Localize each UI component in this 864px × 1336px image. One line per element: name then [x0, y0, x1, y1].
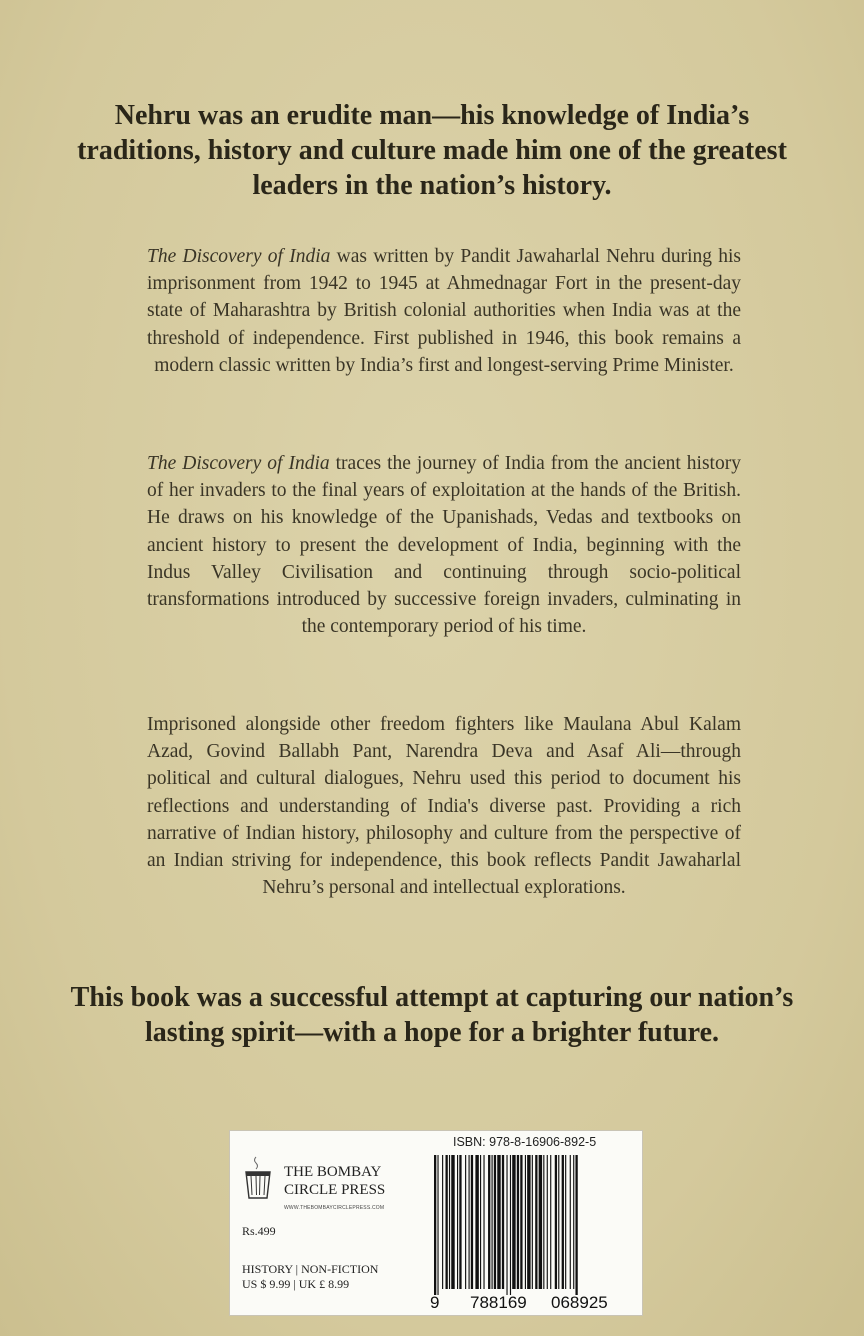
book-title-italic: The Discovery of India	[147, 246, 331, 267]
top-headline: Nehru was an erudite man—his knowledge of India’s traditions, history and culture made him one of the greatest leaders in the nation’s history.	[77, 100, 787, 201]
paragraph-1	[147, 243, 741, 379]
publisher-price-label	[229, 1130, 643, 1316]
barcode-group-2: 068925	[551, 1293, 608, 1312]
book-title-italic: The Discovery of India	[147, 453, 330, 474]
price-international: US $ 9.99 | UK £ 8.99	[242, 1277, 350, 1291]
bottom-headline: This book was a successful attempt at capturing our nation’s lasting spirit—with a hope for a brighter future.	[70, 982, 794, 1048]
barcode-first-digit: 9	[430, 1293, 440, 1312]
price-inr: Rs.499	[242, 1224, 276, 1238]
publisher-logo	[244, 1145, 404, 1215]
isbn-number: ISBN: 978-8-16906-892-5	[453, 1135, 597, 1149]
barcode-icon	[432, 1155, 636, 1295]
publisher-name: THE BOMBAY CIRCLE PRESS	[284, 1164, 386, 1198]
publisher-url: WWW.THEBOMBAYCIRCLEPRESS.COM	[284, 1205, 385, 1211]
paragraph-2	[147, 450, 741, 640]
paragraph-3: Imprisoned alongside other freedom fighters like Maulana Abul Kalam Azad, Govind Ballabh Pant, Narendra Deva and Asaf Ali—through political and cultural dialogues, Nehru used this period to document his reflections and understanding of India's diverse past. Providing a rich narrative of Indian history, philosophy and culture from the perspective of an Indian striving for independence, this book reflects Pandit Jawaharlal Nehru’s personal and intellectual explorations.	[147, 714, 741, 899]
paragraph-2-text: traces the journey of India from the ancient history of her invaders to the final years of exploitation at the hands of the British. He draws on his knowledge of the Upanishads, Vedas and textbooks on ancient history to present the development of India, beginning with the Indus Valley Civilisation and continuing through socio-political transformations introduced by successive foreign invaders, culminating in the contemporary period of his time.	[147, 453, 741, 638]
paragraph-1-text: was written by Pandit Jawaharlal Nehru during his imprisonment from 1942 to 1945 at Ahmednagar Fort in the present-day state of Maharashtra by British colonial authorities when India was at the threshold of independence. First published in 1946, this book remains a modern classic written by India’s first and longest-serving Prime Minister.	[147, 246, 741, 376]
barcode-digits	[430, 1293, 640, 1313]
tea-glass-icon	[244, 1155, 272, 1199]
barcode-group-1: 788169	[470, 1293, 527, 1312]
book-category: HISTORY | NON-FICTION	[242, 1262, 379, 1276]
